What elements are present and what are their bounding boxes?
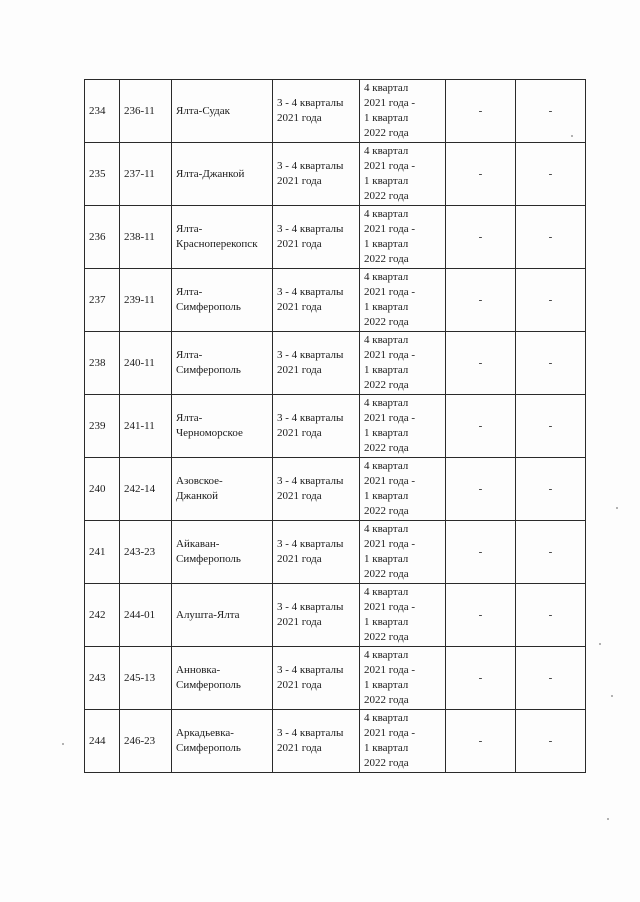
- end-period-line: 4 квартал: [364, 712, 409, 724]
- column-7-value: -: [516, 647, 586, 710]
- end-period-line: 1 квартал: [364, 427, 409, 439]
- column-6-value: -: [446, 143, 516, 206]
- start-period: 3 - 4 кварталы 2021 года: [273, 584, 360, 647]
- route-name: Айкаван- Симферополь: [176, 538, 241, 565]
- row-number: 240: [85, 458, 120, 521]
- start-period: 3 - 4 кварталы 2021 года: [273, 143, 360, 206]
- route-name-cell: [172, 521, 273, 584]
- row-number: 242: [85, 584, 120, 647]
- end-period-line: 2021 года -: [364, 727, 416, 739]
- column-6-value: -: [446, 80, 516, 143]
- end-period-cell: [360, 647, 446, 710]
- start-period: 3 - 4 кварталы 2021 года: [273, 458, 360, 521]
- column-6-value: -: [446, 584, 516, 647]
- route-name: Аркадьевка- Симферополь: [176, 727, 241, 754]
- route-name: Ялта- Симферополь: [176, 349, 241, 376]
- table-row: [85, 206, 586, 269]
- end-period-line: 1 квартал: [364, 490, 409, 502]
- route-name-cell: [172, 395, 273, 458]
- route-name: Ялта-Джанкой: [176, 167, 245, 180]
- end-period-line: 4 квартал: [364, 271, 409, 283]
- column-7-value: -: [516, 458, 586, 521]
- table-row: [85, 521, 586, 584]
- column-6-value: -: [446, 269, 516, 332]
- scan-speck: [611, 695, 613, 697]
- route-code: 241-11: [120, 395, 172, 458]
- column-6-value: -: [446, 647, 516, 710]
- end-period-line: 4 квартал: [364, 82, 409, 94]
- column-6-value: -: [446, 710, 516, 773]
- end-period-line: 4 квартал: [364, 334, 409, 346]
- end-period-cell: [360, 206, 446, 269]
- route-name-cell: [172, 647, 273, 710]
- route-name-cell: [172, 206, 273, 269]
- route-name: Алушта-Ялта: [176, 608, 240, 621]
- end-period-line: 2022 года: [364, 631, 409, 643]
- end-period-line: 1 квартал: [364, 679, 409, 691]
- route-code: 245-13: [120, 647, 172, 710]
- column-7-value: -: [516, 395, 586, 458]
- end-period-line: 2022 года: [364, 253, 409, 265]
- start-period: 3 - 4 кварталы 2021 года: [273, 80, 360, 143]
- start-period: 3 - 4 кварталы 2021 года: [273, 710, 360, 773]
- table-row: [85, 395, 586, 458]
- start-period: 3 - 4 кварталы 2021 года: [273, 395, 360, 458]
- end-period-cell: [360, 584, 446, 647]
- end-period-line: 2021 года -: [364, 286, 416, 298]
- end-period-line: 1 квартал: [364, 553, 409, 565]
- table-row: [85, 458, 586, 521]
- row-number: 243: [85, 647, 120, 710]
- column-6-value: -: [446, 395, 516, 458]
- route-name-cell: [172, 80, 273, 143]
- end-period-line: 2022 года: [364, 379, 409, 391]
- row-number: 235: [85, 143, 120, 206]
- route-code: 237-11: [120, 143, 172, 206]
- route-code: 243-23: [120, 521, 172, 584]
- end-period-line: 2021 года -: [364, 160, 416, 172]
- end-period-cell: [360, 269, 446, 332]
- table-row: [85, 269, 586, 332]
- route-name: Анновка- Симферополь: [176, 664, 241, 691]
- end-period-line: 2022 года: [364, 757, 409, 769]
- row-number: 238: [85, 332, 120, 395]
- route-name-cell: [172, 710, 273, 773]
- end-period-line: 2021 года -: [364, 223, 416, 235]
- end-period-line: 2022 года: [364, 127, 409, 139]
- route-name-cell: [172, 269, 273, 332]
- end-period-cell: [360, 143, 446, 206]
- table-row: [85, 80, 586, 143]
- start-period: 3 - 4 кварталы 2021 года: [273, 647, 360, 710]
- end-period-cell: [360, 710, 446, 773]
- table-row: [85, 647, 586, 710]
- route-code: 246-23: [120, 710, 172, 773]
- table-row: [85, 332, 586, 395]
- table-body: [85, 80, 586, 773]
- end-period-line: 1 квартал: [364, 364, 409, 376]
- column-7-value: -: [516, 269, 586, 332]
- scan-speck: [616, 507, 618, 509]
- end-period-line: 1 квартал: [364, 175, 409, 187]
- route-name: Ялта-Судак: [176, 104, 231, 117]
- row-number: 236: [85, 206, 120, 269]
- end-period-line: 2021 года -: [364, 412, 416, 424]
- end-period-line: 1 квартал: [364, 238, 409, 250]
- end-period-line: 2021 года -: [364, 664, 416, 676]
- route-name-cell: [172, 143, 273, 206]
- route-name-cell: [172, 458, 273, 521]
- end-period-line: 2022 года: [364, 316, 409, 328]
- route-code: 244-01: [120, 584, 172, 647]
- end-period-line: 4 квартал: [364, 208, 409, 220]
- end-period-line: 2022 года: [364, 442, 409, 454]
- row-number: 234: [85, 80, 120, 143]
- row-number: 241: [85, 521, 120, 584]
- column-6-value: -: [446, 521, 516, 584]
- route-name: Ялта- Симферополь: [176, 286, 241, 313]
- end-period-line: 2021 года -: [364, 349, 416, 361]
- route-code: 238-11: [120, 206, 172, 269]
- end-period-line: 2022 года: [364, 568, 409, 580]
- route-name-cell: [172, 584, 273, 647]
- row-number: 237: [85, 269, 120, 332]
- row-number: 239: [85, 395, 120, 458]
- route-code: 242-14: [120, 458, 172, 521]
- column-7-value: -: [516, 80, 586, 143]
- route-name-cell: [172, 332, 273, 395]
- scan-speck: [607, 818, 609, 820]
- end-period-line: 4 квартал: [364, 649, 409, 661]
- end-period-line: 2021 года -: [364, 97, 416, 109]
- column-7-value: -: [516, 584, 586, 647]
- column-6-value: -: [446, 206, 516, 269]
- column-7-value: -: [516, 521, 586, 584]
- column-6-value: -: [446, 458, 516, 521]
- end-period-line: 2022 года: [364, 694, 409, 706]
- route-schedule-table: [84, 79, 586, 773]
- start-period: 3 - 4 кварталы 2021 года: [273, 332, 360, 395]
- end-period-line: 1 квартал: [364, 616, 409, 628]
- start-period: 3 - 4 кварталы 2021 года: [273, 521, 360, 584]
- start-period: 3 - 4 кварталы 2021 года: [273, 206, 360, 269]
- end-period-cell: [360, 395, 446, 458]
- route-name: Ялта- Черноморское: [176, 412, 243, 439]
- end-period-line: 1 квартал: [364, 301, 409, 313]
- end-period-line: 4 квартал: [364, 145, 409, 157]
- end-period-cell: [360, 458, 446, 521]
- column-7-value: -: [516, 206, 586, 269]
- column-7-value: -: [516, 710, 586, 773]
- end-period-line: 4 квартал: [364, 586, 409, 598]
- end-period-line: 2021 года -: [364, 475, 416, 487]
- end-period-line: 2021 года -: [364, 538, 416, 550]
- row-number: 244: [85, 710, 120, 773]
- end-period-line: 4 квартал: [364, 523, 409, 535]
- end-period-line: 4 квартал: [364, 397, 409, 409]
- table-row: [85, 584, 586, 647]
- table-row: [85, 710, 586, 773]
- end-period-line: 1 квартал: [364, 742, 409, 754]
- column-6-value: -: [446, 332, 516, 395]
- end-period-cell: [360, 80, 446, 143]
- end-period-line: 1 квартал: [364, 112, 409, 124]
- end-period-line: 2022 года: [364, 190, 409, 202]
- scan-speck: [62, 743, 64, 745]
- route-code: 240-11: [120, 332, 172, 395]
- column-7-value: -: [516, 143, 586, 206]
- route-name: Азовское- Джанкой: [176, 475, 223, 502]
- route-code: 236-11: [120, 80, 172, 143]
- start-period: 3 - 4 кварталы 2021 года: [273, 269, 360, 332]
- column-7-value: -: [516, 332, 586, 395]
- end-period-line: 4 квартал: [364, 460, 409, 472]
- table-row: [85, 143, 586, 206]
- end-period-line: 2022 года: [364, 505, 409, 517]
- route-code: 239-11: [120, 269, 172, 332]
- end-period-line: 2021 года -: [364, 601, 416, 613]
- route-name: Ялта- Красноперекопск: [176, 223, 258, 250]
- end-period-cell: [360, 521, 446, 584]
- end-period-cell: [360, 332, 446, 395]
- scan-speck: [599, 643, 601, 645]
- scan-speck: [571, 135, 573, 137]
